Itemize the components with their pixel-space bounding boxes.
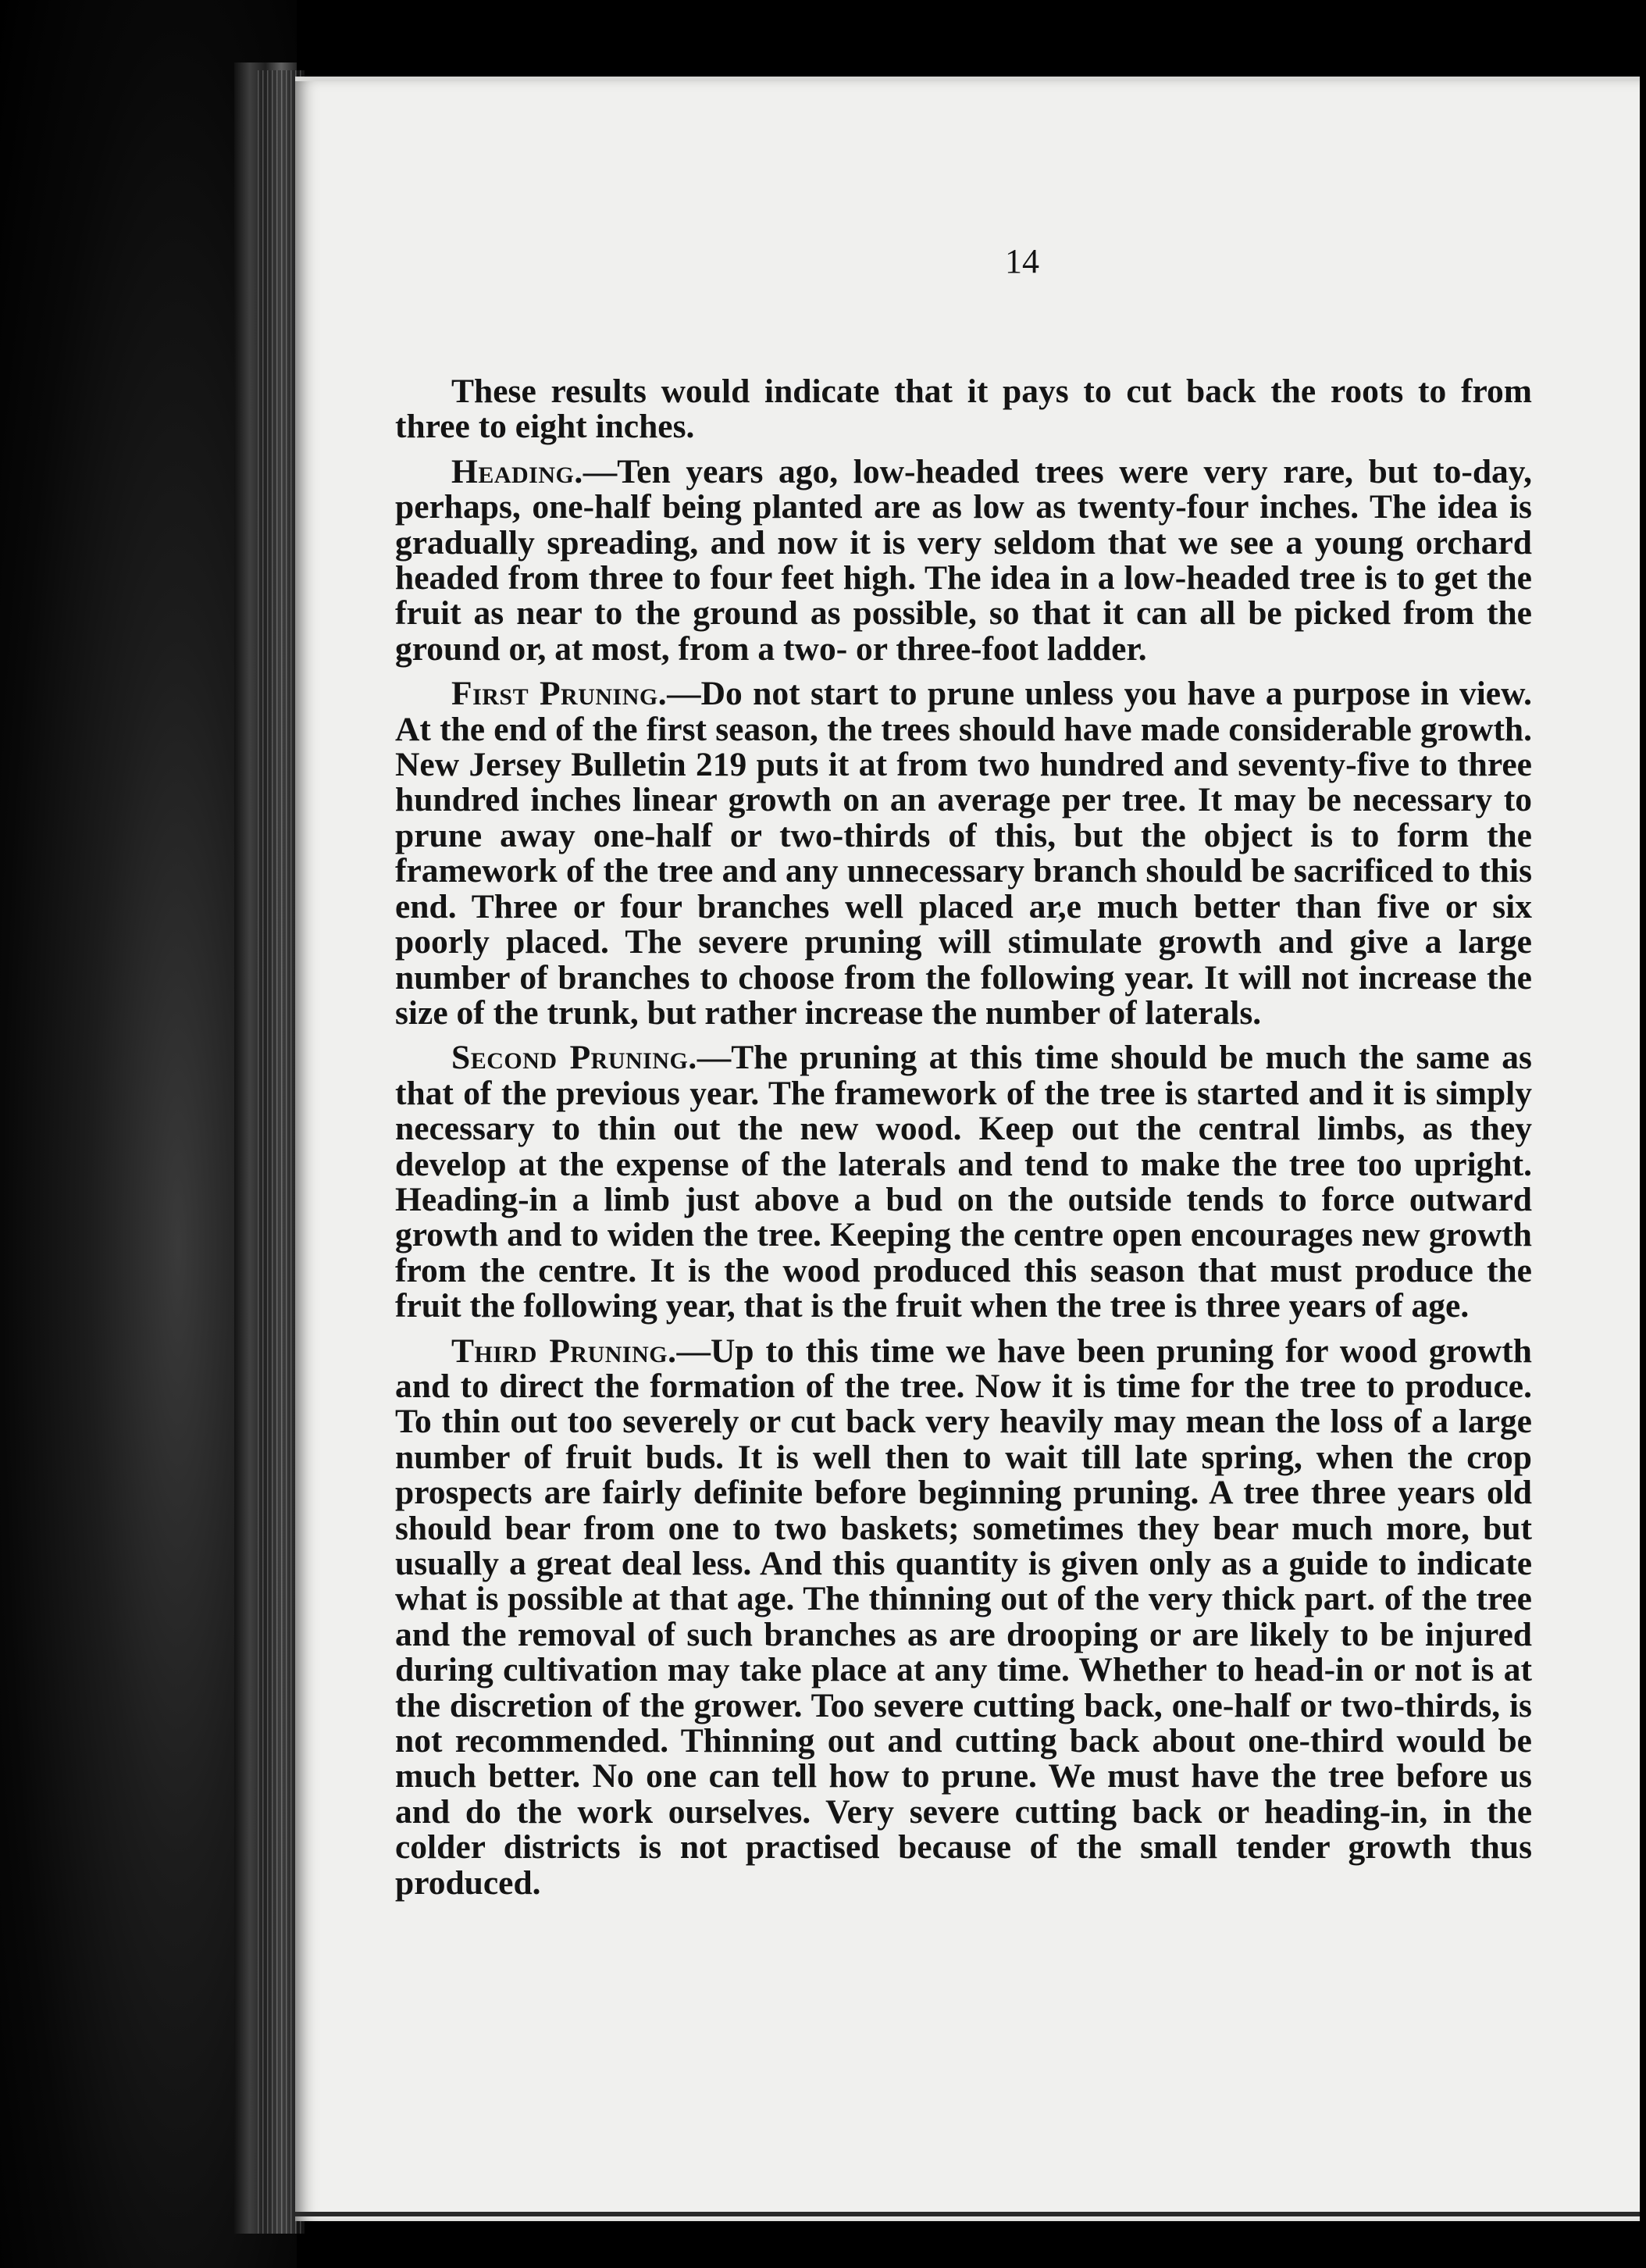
paragraph-text: —Up to this time we have been pruning for wood growth and to direct the formation of the tree. Now it is time for the tree to produce. To thin out too severely or cut back very heavily may mean the loss of a large number of fruit buds. It is well then to wait till late spring, when the crop prospects are fairly definite before beginning pruning. A tree three years old should bear from one to two baskets; sometimes they bear much more, but usually a great deal less. And this quantity is given only as a guide to indicate what is possible at that age. The thinning out of the very thick part. of the tree and the removal of such branches as are drooping or are likely to be injured during cultivation may take place at any time. Whether to head-in or not is at the discretion of the grower. Too severe cutting back, one-half or two-thirds, is not recommended. Thinning out and cutting back about one-third would be much better. No one can tell how to prune. We must have the tree before us and do the work ourselves. Very severe cutting back or heading-in, in the colder districts is not practised because of the small tender growth thus produced. xyxy=(395,1332,1532,1902)
paragraph-text: These results would indicate that it pays to cut back the roots to from three to eight inches. xyxy=(395,373,1532,446)
paragraph-heading xyxy=(395,452,1532,668)
paragraph-text: —Do not start to prune unless you have a purpose in view. At the end of the first season, the trees should have made considerable growth. New Jersey Bulletin 219 puts it at from two hundred and seventy-five to three hundred inches linear growth on an average per tree. It may be necessary to prune away one-half or two-thirds of this, but the object is to form the framework of the tree and any unnecessary branch should be sacrificed to this end. Three or four branches well placed ar,e much better than five or six poorly placed. The severe pruning will stimulate growth and give a large number of branches to choose from the following year. It will not increase the size of the trunk, but rather increase the number of laterals. xyxy=(395,675,1532,1032)
section-heading: Third Pruning. xyxy=(451,1332,677,1370)
page-bottom-edge xyxy=(295,2212,1640,2216)
paragraph-roots xyxy=(395,374,1532,445)
book-page xyxy=(295,77,1640,2221)
section-heading: First Pruning. xyxy=(451,675,668,713)
body-text xyxy=(395,374,1532,1910)
paragraph-second-pruning xyxy=(395,1040,1532,1324)
paragraph-text: —Ten years ago, low-headed trees were very rare, but to-day, perhaps, one-half being planted are as low as twenty-four inches. The idea is gradually spreading, and now it is very seldom that we see a young orchard headed from three to four feet high. The idea in a low-headed tree is to get the fruit as near to the ground as possible, so that it can all be picked from the ground or, at most, from a two- or three-foot ladder. xyxy=(395,452,1532,668)
paragraph-first-pruning xyxy=(395,676,1532,1031)
paragraph-text: —The pruning at this time should be much the same as that of the previous year. The framework of the tree is started and it is simply necessary to thin out the new wood. Keep out the central limbs, as they develop at the expense of the laterals and tend to make the tree too upright. Heading-in a limb just above a bud on the outside tends to force outward growth and to widen the tree. Keeping the centre open encourages new growth from the centre. It is the wood produced this season that must produce the fruit the following year, that is the fruit when the tree is three years of age. xyxy=(395,1039,1532,1325)
page-number: 14 xyxy=(1005,242,1039,280)
section-heading: Heading. xyxy=(451,452,583,490)
section-heading: Second Pruning. xyxy=(451,1039,697,1077)
paragraph-third-pruning xyxy=(395,1334,1532,1902)
